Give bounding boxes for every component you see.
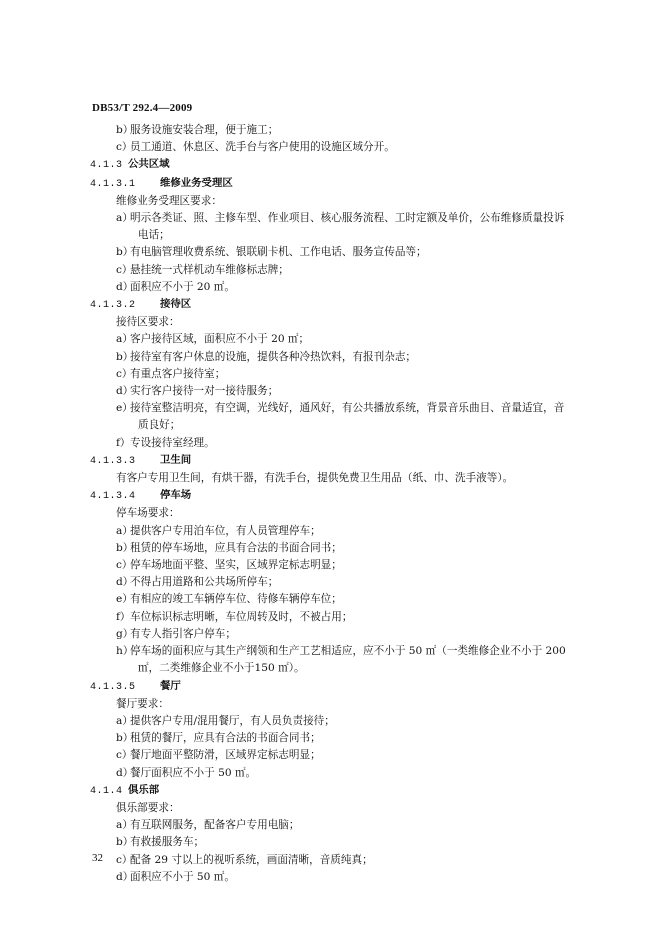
list-item-text: 客户接待区域，面积应不小于 20 ㎡； [130,333,310,346]
list-item-text: 配备 29 寸以上的视听系统，画面清晰，音质纯真； [130,853,373,866]
list-item-label: d） [116,280,134,293]
section-heading [90,156,590,174]
list-item-label: b） [116,246,134,259]
list-item-text: 有相应的竣工车辆停车位、待修车辆停车位； [130,593,342,606]
list-item-text: 服务设施安装合理，便于施工； [130,124,279,136]
section-title: 维修业务受理区 [160,176,233,189]
list-item [90,122,590,139]
list-item-text: 面积应不小于 20 ㎡。 [130,280,235,293]
list-item-label: b） [116,541,134,554]
list-item-text: 停车场的面积应与其生产纲领和生产工艺相适应，应不小于 50 ㎡（一类维修企业不小于 200 [130,645,566,658]
list-item-text: 明示各类证、照、主修车型、作业项目、核心服务流程、工时定额及单价，公布维修质量投诉 [130,212,565,225]
section-title: 餐厅 [160,679,181,692]
list-item-text: 面积应不小于 50 ㎡。 [130,870,235,883]
standard-code-header: DB53/T 292.4—2009 [92,102,193,114]
list-item [90,540,590,557]
list-item-label: a） [116,524,133,537]
section-number: 4.1.3 [90,160,123,172]
list-item-text: 实行客户接待一对一接待服务； [130,385,279,398]
section-number: 4.1.3.5 [90,681,136,693]
paragraph: 有客户专用卫生间，有烘干器，有洗手台，提供免费卫生用品（纸、巾、洗手液等）。 [116,472,514,485]
section-number: 4.1.3.2 [90,300,136,312]
list-item-label: b） [116,350,134,363]
page-number: 32 [92,852,103,864]
list-item-label: c） [116,141,133,154]
list-item-text: 提供客户专用泊车位，有人员管理停车； [130,524,321,537]
section-number: 4.1.3.3 [90,455,136,467]
list-item-text: 提供客户专用/混用餐厅，有人员负责接待； [130,714,335,727]
section-heading [90,487,590,505]
list-item-text: 有救援服务车； [130,836,205,849]
list-item [90,626,590,643]
paragraph: 俱乐部要求： [116,801,180,814]
list-item-text: 租赁的停车场地，应具有合法的书面合同书； [130,541,342,554]
list-item [90,643,590,660]
list-item-label: a） [116,714,133,727]
list-item [90,331,590,348]
section-title: 停车场 [160,489,192,502]
list-item-label: d） [116,870,134,883]
list-item [90,262,590,279]
list-item-label: e） [116,402,133,415]
list-item [90,400,590,417]
list-item [90,869,590,886]
list-item [90,713,590,730]
paragraph: 维修业务受理区要求： [116,194,222,207]
list-item-label: b） [116,124,134,136]
list-item-label: d） [116,385,134,398]
list-item-text: 餐厅面积应不小于 50 ㎡。 [130,766,257,779]
section-number: 4.1.3.1 [90,178,136,190]
list-item [90,210,590,227]
list-item [90,591,590,608]
list-item-text: 有电脑管理收费系统、银联刷卡机、工作电话、服务宣传品等； [130,246,427,259]
list-item-text: 悬挂统一式样机动车维修标志牌； [130,263,289,276]
section-title: 公共区域 [128,158,170,171]
list-item [90,852,590,869]
list-item-label: a） [116,819,133,832]
list-item [90,366,590,383]
list-item [90,609,590,626]
list-item [90,730,590,747]
list-item-text: 不得占用道路和公共场所停车； [130,576,279,589]
section-number: 4.1.4 [90,785,123,797]
list-item-label: a） [116,333,133,346]
list-item-label: b） [116,836,134,849]
list-item-label: a） [116,212,133,225]
list-item-label: f） [116,610,131,623]
list-item-text: 有互联网服务，配备客户专用电脑； [130,819,300,832]
list-item-continuation: 质良好； [138,419,181,432]
section-heading [90,782,590,800]
list-item-text: 接待室整洁明亮，有空调，光线好，通风好，有公共播放系统，背景音乐曲目、音量适宜，音 [130,402,565,415]
list-item-label: e） [116,593,133,606]
list-item-text: 车位标识标志明晰，车位周转及时，不被占用； [130,610,353,623]
section-number: 4.1.3.4 [90,491,136,503]
list-item [90,244,590,261]
section-heading [90,296,590,314]
list-item-text: 有专人指引客户停车； [130,627,236,640]
list-item-text: 员工通道、休息区、洗手台与客户使用的设施区域分开。 [130,141,395,154]
section-title: 俱乐部 [128,783,160,796]
list-item-label: d） [116,766,134,779]
list-item [90,557,590,574]
list-item [90,383,590,400]
list-item [90,139,590,156]
list-item [90,765,590,782]
list-item-text: 有重点客户接待室； [130,367,226,380]
section-heading [90,678,590,696]
list-item-text: 停车场地面平整、坚实，区域界定标志明显； [130,559,342,572]
list-item [90,834,590,851]
list-item-label: f） [116,436,131,449]
list-item-text: 接待室有客户休息的设施，提供各种冷热饮料，有报刊杂志； [130,350,417,363]
list-item [90,435,590,452]
list-item-label: c） [116,559,133,572]
section-title: 接待区 [160,298,192,311]
section-heading [90,175,590,193]
list-item-text: 餐厅地面平整防滑，区域界定标志明显； [130,749,321,762]
list-item-label: b） [116,732,134,745]
list-item [90,817,590,834]
list-item-label: d） [116,576,134,589]
paragraph: 餐厅要求： [116,697,169,710]
list-item-continuation: 电话； [138,229,170,242]
list-item-continuation: ㎡，二类维修企业不小于150 ㎡）。 [138,662,305,675]
list-item-text: 专设接待室经理。 [130,436,215,449]
list-item-label: c） [116,263,133,276]
list-item-label: c） [116,367,133,380]
list-item [90,574,590,591]
document-body [90,122,590,886]
list-item-label: c） [116,853,133,866]
list-item-label: g） [116,627,134,640]
section-heading [90,452,590,470]
list-item-label: h） [116,645,134,658]
paragraph: 停车场要求： [116,507,180,520]
list-item-label: c） [116,749,133,762]
list-item [90,523,590,540]
section-title: 卫生间 [160,453,192,466]
list-item [90,279,590,296]
list-item [90,747,590,764]
paragraph: 接待区要求： [116,316,180,329]
list-item-text: 租赁的餐厅，应具有合法的书面合同书； [130,732,321,745]
list-item [90,349,590,366]
